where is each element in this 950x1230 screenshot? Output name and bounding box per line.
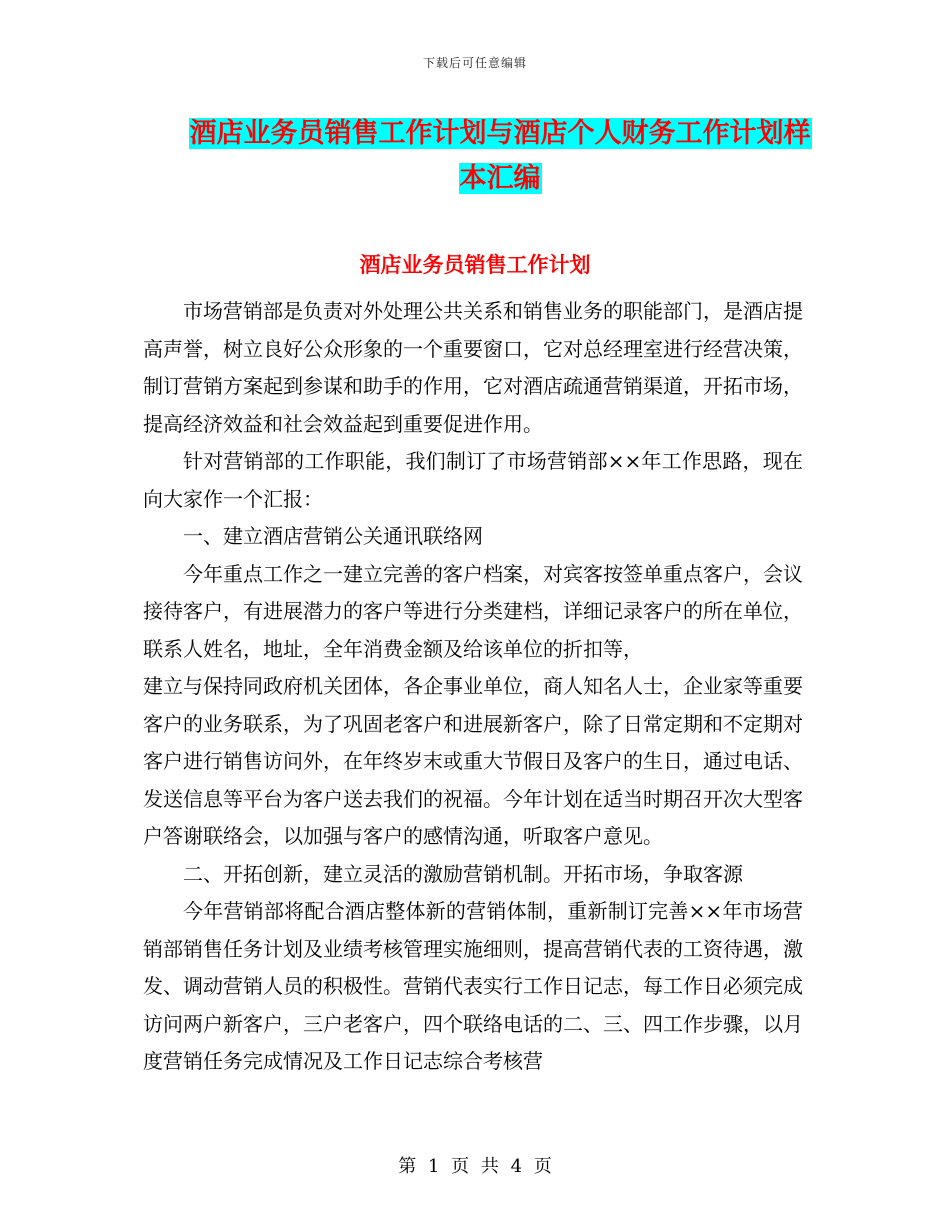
heading-item-2: 二、开拓创新，建立灵活的激励营销机制。开拓市场，争取客源	[183, 861, 743, 886]
paragraph-intro: 市场营销部是负责对外处理公共关系和销售业务的职能部门，是酒店提高声誉，树立良好公众形象的一个重要窗口，它对总经理室进行经营决策，制订营销方案起到参谋和助手的作用，它对酒店疏通营销渠道，开拓市场，提高经济效益和社会效益起到重要促进作用。	[143, 299, 803, 436]
paragraph-client-archive: 今年重点工作之一建立完善的客户档案，对宾客按签单重点客户，会议接待客户，有进展潜力的客户等进行分类建档，详细记录客户的所在单位，联系人姓名，地址，全年消费金额及给该单位的折扣等，	[143, 561, 803, 661]
body-text	[143, 293, 803, 1081]
section-title: 酒店业务员销售工作计划	[359, 253, 591, 277]
document-title	[150, 111, 850, 201]
paragraph-client-relations: 建立与保持同政府机关团体，各企事业单位，商人知名人士，企业家等重要客户的业务联系，为了巩固老客户和进展新客户，除了日常定期和不定期对客户进行销售访问外，在年终岁末或重大节假日及客户的生日，通过电话、发送信息等平台为客户送去我们的祝福。今年计划在适当时期召开次大型客户答谢联络会，以加强与客户的感情沟通，听取客户意见。	[143, 674, 803, 848]
page-footer: 第 1 页 共 4 页	[398, 1156, 552, 1177]
paragraph-sales-mechanism: 今年营销部将配合酒店整体新的营销体制，重新制订完善××年市场营销部销售任务计划及业绩考核管理实施细则，提高营销代表的工资待遇，激发、调动营销人员的积极性。营销代表实行工作日记志，每工作日必须完成访问两户新客户，三户老客户，四个联络电话的二、三、四工作步骤，以月度营销任务完成情况及工作日记志综合考核营	[143, 899, 803, 1073]
heading-item-1: 一、建立酒店营销公关通讯联络网	[183, 524, 483, 548]
header-note: 下载后可任意编辑	[422, 56, 527, 70]
paragraph-summary: 针对营销部的工作职能，我们制订了市场营销部××年工作思路，现在向大家作一个汇报：	[143, 449, 803, 511]
document-title-line-2: 本汇编	[459, 163, 541, 194]
document-title-line-1: 酒店业务员销售工作计划与酒店个人财务工作计划样	[189, 118, 811, 149]
